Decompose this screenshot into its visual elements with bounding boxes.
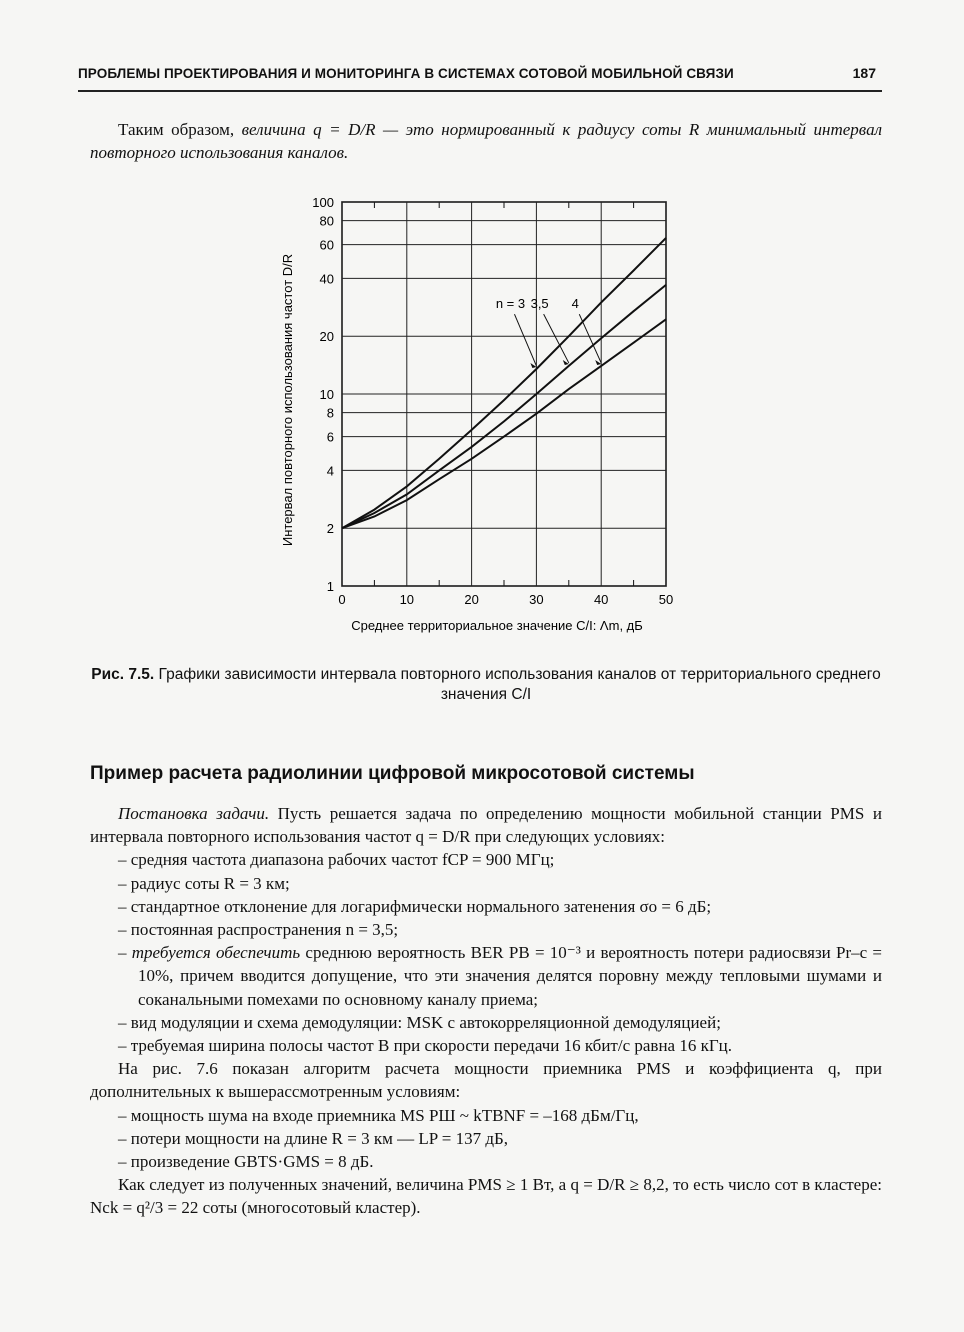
condition-item: – стандартное отклонение для логарифмически нормального затенения σo = 6 дБ; xyxy=(118,896,712,916)
series-label: 4 xyxy=(571,296,579,312)
required-lead: – xyxy=(118,943,132,963)
x-tick-label: 50 xyxy=(658,592,674,607)
y-tick-label: 1 xyxy=(326,579,334,594)
series-leader xyxy=(544,314,569,363)
x-tick-label: 10 xyxy=(399,592,415,607)
x-tick-label: 0 xyxy=(338,592,346,607)
y-tick-label: 100 xyxy=(312,195,334,210)
intro-paragraph xyxy=(90,118,882,164)
caption-text: Графики зависимости интервала повторного использования каналов от территориального среднего значения C/I xyxy=(154,666,881,703)
condition-item: – вид модуляции и схема демодуляции: MSK с автокорреляционной демодуляцией; xyxy=(118,1012,721,1032)
series-label: 3,5 xyxy=(530,296,549,312)
series-line xyxy=(342,238,666,528)
chart xyxy=(270,190,690,640)
chart-grid xyxy=(342,202,666,586)
series-label: n = 3 xyxy=(495,296,526,312)
paragraph-2: На рис. 7.6 показан алгоритм расчета мощности приемника PMS и коэффициента q, при дополнительных к вышерассмотренным условиям: xyxy=(90,1059,882,1102)
condition-item: – средняя частота диапазона рабочих частот fCP = 900 МГц; xyxy=(118,850,555,870)
running-title: ПРОБЛЕМЫ ПРОЕКТИРОВАНИЯ И МОНИТОРИНГА В СИСТЕМАХ СОТОВОЙ МОБИЛЬНОЙ СВЯЗИ xyxy=(78,66,734,81)
y-tick-label: 60 xyxy=(319,237,334,253)
figure-7-5 xyxy=(270,190,690,645)
chart-curves xyxy=(342,238,666,528)
y-tick-label: 20 xyxy=(319,329,334,345)
required-text: среднюю вероятность BER PB = 10⁻³ и вероятность потери радиосвязи Pr–c = 10%, причем вводится допущение, что эти значения делятся поровну между тепловыми шумами и соканальными помехами по основному каналу приема; xyxy=(138,943,883,1009)
condition-item: – произведение GBTS·GMS = 8 дБ. xyxy=(118,1152,374,1172)
intro-lead: Таким образом, xyxy=(118,120,242,139)
x-axis-label: Среднее территориальное значение C/I: Λm, дБ xyxy=(351,618,643,633)
paragraph-3: Как следует из полученных значений, величина PMS ≥ 1 Вт, а q = D/R ≥ 8,2, то есть число сот в кластере: Nck = q²/3 = 22 соты (многосотовый кластер). xyxy=(90,1175,882,1218)
y-tick-label: 2 xyxy=(326,521,334,537)
y-tick-label: 40 xyxy=(319,271,334,287)
y-tick-label: 4 xyxy=(326,463,334,479)
y-tick-label: 8 xyxy=(326,405,334,421)
figure-caption xyxy=(90,665,882,705)
series-leader xyxy=(579,314,601,363)
y-axis-label: Интервал повторного использования частот D/R xyxy=(280,253,295,547)
series-line xyxy=(342,285,666,528)
caption-label: Рис. 7.5. xyxy=(91,666,155,683)
condition-item: – потери мощности на длине R = 3 км — LP = 137 дБ, xyxy=(118,1128,509,1148)
chart-ticks xyxy=(312,195,673,607)
condition-item: – радиус соты R = 3 км; xyxy=(118,873,290,893)
required-italic: требуется обеспечить xyxy=(131,943,301,963)
y-tick-label: 80 xyxy=(319,213,334,229)
condition-item: – требуемая ширина полосы частот B при скорости передачи 16 кбит/с равна 16 кГц. xyxy=(118,1036,733,1056)
x-tick-label: 40 xyxy=(593,592,609,607)
task-label: Постановка задачи. xyxy=(118,804,270,823)
task-text: Пусть решается задача по определению мощности мобильной станции PMS и интервала повторного использования частот q = D/R при следующих условиях: xyxy=(90,804,882,847)
condition-item: – постоянная распространения n = 3,5; xyxy=(118,920,399,940)
section-title: Пример расчета радиолинии цифровой микросотовой системы xyxy=(90,763,695,784)
series-leader xyxy=(514,314,536,366)
condition-item: – мощность шума на входе приемника MS PШ ~ kTBNF = –168 дБм/Гц, xyxy=(118,1105,639,1125)
page-number: 187 xyxy=(852,65,876,81)
intro-italic: величина q = D/R — это нормированный к радиусу соты R минимальный интервал повторного использования каналов. xyxy=(90,120,882,162)
body-text xyxy=(90,802,882,1220)
page-header xyxy=(78,62,882,92)
x-tick-label: 20 xyxy=(464,592,479,607)
y-tick-label: 6 xyxy=(326,429,334,445)
x-tick-label: 30 xyxy=(529,592,544,607)
y-tick-label: 10 xyxy=(319,387,334,402)
